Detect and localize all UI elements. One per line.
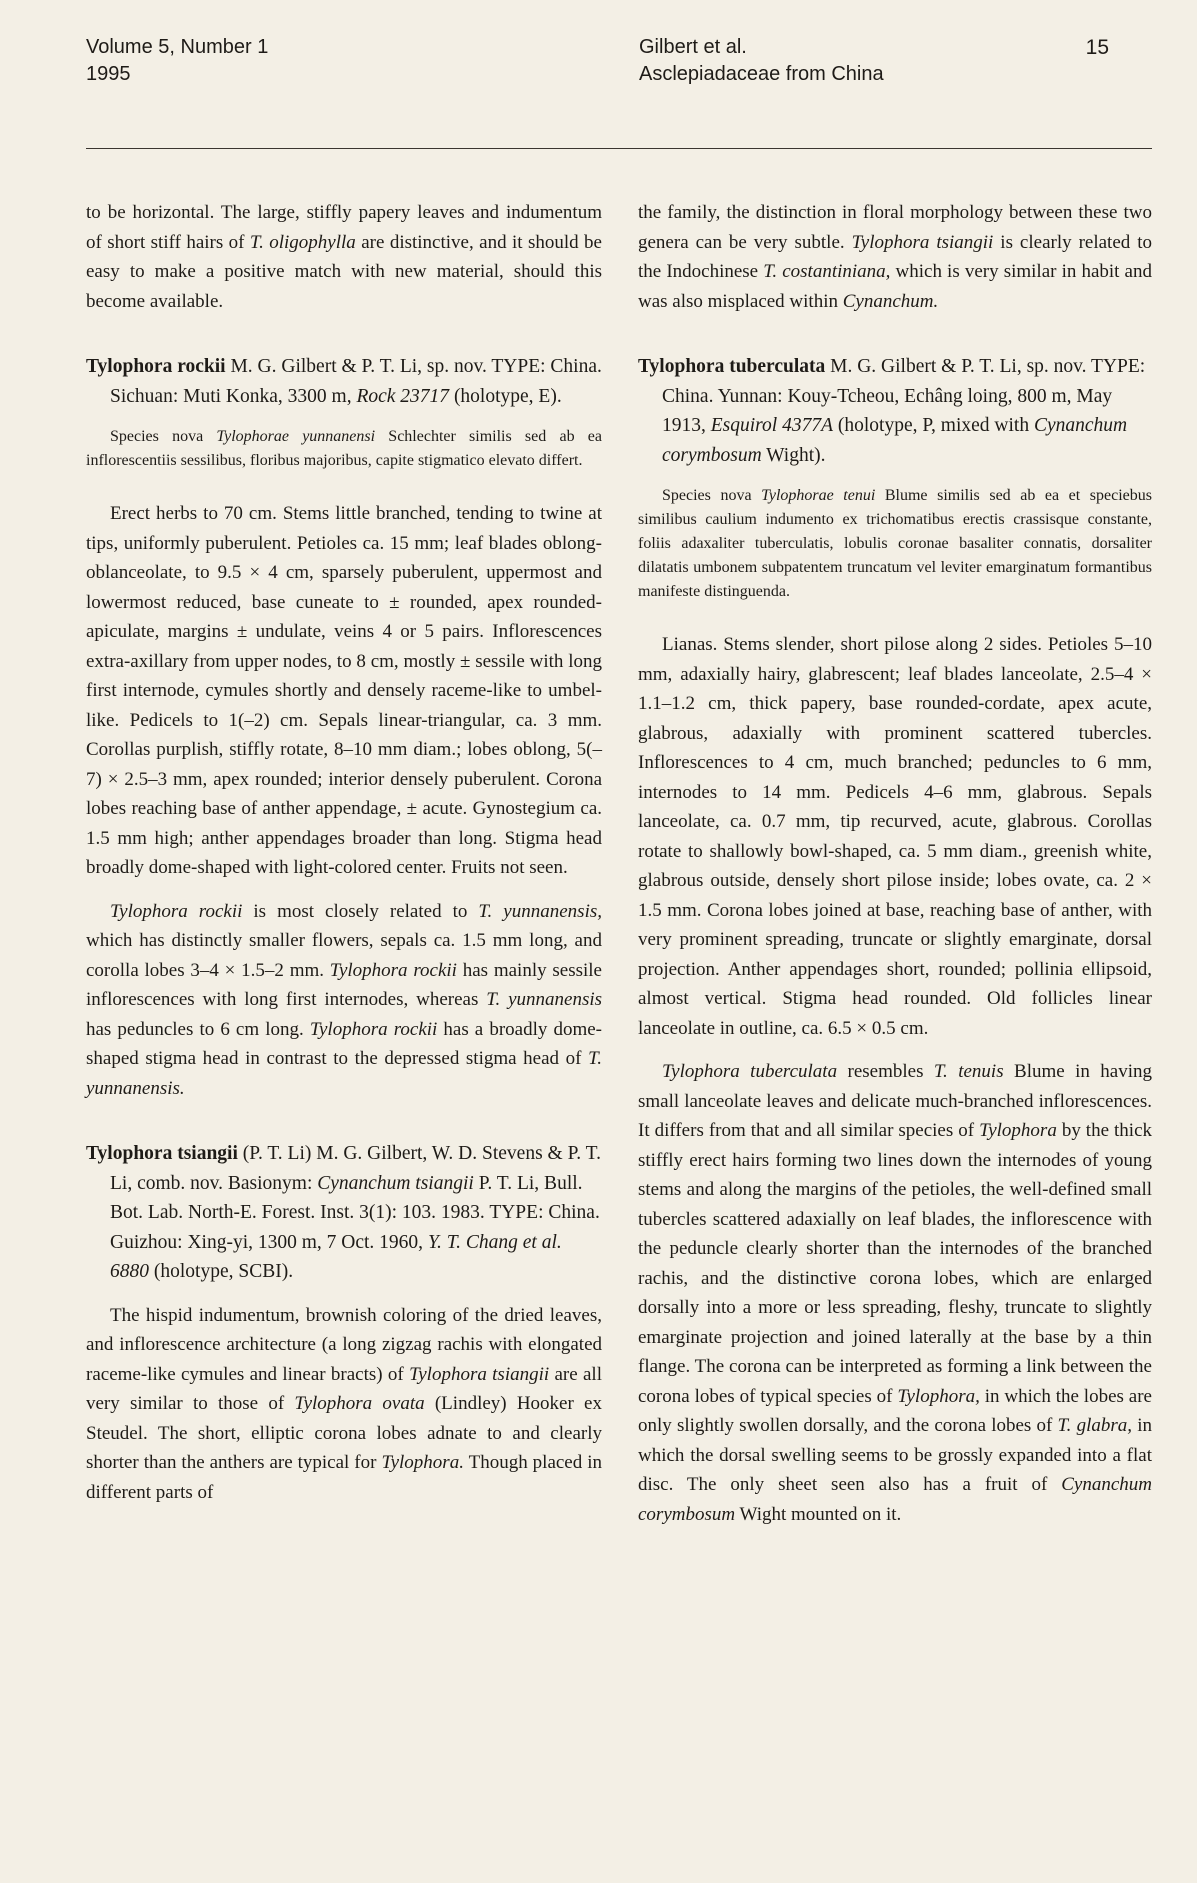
journal-year: 1995: [86, 63, 131, 85]
latin-diagnosis-tuberculata: Species nova Tylophorae tenui Blume similis sed ab ea et speciebus similibus caulium indumento ex trichomatibus erectis crassisque constante, foliis adaxaliter tuberculatis, lobulis coronae basaliter connatis, dorsaliter dilatatis umbonem subpatentem truncatum vel leviter emarginatum formantibus manifeste distinguenda.: [638, 487, 1152, 600]
discussion-tuberculata: Tylophora tuberculata resembles T. tenuis Blume in having small lanceolate leaves and delicate much-branched inflorescences. It differs from that and all similar species of Tylophora by the thick stiffly erect hairs forming two lines down the internodes of young stems and along the margins of the petioles, the well-defined small tubercles scattered adaxially on leaf blades, the inflorescence with the peduncle clearly shorter than the internodes of the branched rachis, and the distinctive corona lobes, which are enlarged dorsally into a more or less spreading, fleshy, truncate to slightly emarginate projection and joined laterally at the base by a thin flange. The corona can be interpreted as forming a link between the corona lobes of typical species of Tylophora, in which the lobes are only slightly swollen dorsally, and the corona lobes of T. glabra, in which the dorsal swelling seems to be grossly expanded into a flat disc. The only sheet seen also has a fruit of Cynanchum corymbosum Wight mounted on it.: [638, 1061, 1153, 1525]
continued-paragraph: the family, the distinction in floral morphology between these two genera can be very subtle. Tylophora tsiangii is clearly related to the Indochinese T. costantiniana, which is very similar in habit and was also misplaced within Cynanchum.: [638, 202, 1152, 312]
left-column: [86, 198, 602, 1507]
discussion-rockii: Tylophora rockii is most closely related to T. yunnanensis, which has distinctly smaller flowers, sepals ca. 1.5 mm long, and corolla lobes 3–4 × 1.5–2 mm. Tylophora rockii has mainly sessile inflorescences with long first internodes, whereas T. yunnanensis has peduncles to 6 cm long. Tylophora rockii has a broadly dome-shaped stigma head in contrast to the depressed stigma head of T. yunnanensis.: [86, 900, 603, 1099]
header-divider: [86, 148, 1152, 149]
description-tuberculata: Lianas. Stems slender, short pilose along 2 sides. Petioles 5–10 mm, adaxially hairy, glabrescent; leaf blades lanceolate, 2.5–4 × 1.1–1.2 cm, thick papery, base rounded-cordate, apex acute, glabrous, adaxially with prominent scattered tubercles. Inflorescences to 4 cm, much branched; peduncles to 6 mm, internodes to 14 mm. Pedicels 4–6 mm, glabrous. Sepals lanceolate, ca. 0.7 mm, tip recurved, acute, glabrous. Corollas rotate to shallowly bowl-shaped, ca. 5 mm diam., greenish white, glabrous outside, densely short pilose inside; lobes ovate, ca. 2 × 1.5 mm. Corona lobes joined at base, reaching base of anther, with very prominent spreading, truncate or slightly emarginate, dorsal projection. Anther appendages short, rounded; pollinia ellipsoid, almost vertical. Stigma head rounded. Old follicles linear lanceolate in outline, ca. 6.5 × 0.5 cm.: [638, 634, 1152, 1039]
species-heading-rockii: Tylophora rockii M. G. Gilbert & P. T. Li, sp. nov. TYPE: China. Sichuan: Muti Konka, 3300 m, Rock 23717 (holotype, E).: [86, 356, 602, 407]
discussion-tsiangii: The hispid indumentum, brownish coloring of the dried leaves, and inflorescence architecture (a long zigzag rachis with elongated raceme-like cymules and linear bracts) of Tylophora tsiangii are all very similar to those of Tylophora ovata (Lindley) Hooker ex Steudel. The short, elliptic corona lobes adnate to and clearly shorter than the anthers are typical for Tylophora. Though placed in different parts of: [86, 1304, 602, 1503]
article-title: Asclepiadaceae from China: [639, 63, 884, 85]
species-heading-tsiangii: Tylophora tsiangii (P. T. Li) M. G. Gilbert, W. D. Stevens & P. T. Li, comb. nov. Basionym: Cynanchum tsiangii P. T. Li, Bull. Bot. Lab. North-E. Forest. Inst. 3(1): 103. 1983. TYPE: China. Guizhou: Xing-yi, 1300 m, 7 Oct. 1960, Y. T. Chang et al. 6880 (holotype, SCBI).: [86, 1143, 602, 1282]
intro-paragraph: to be horizontal. The large, stiffly papery leaves and indumentum of short stiff hairs of T. oligophylla are distinctive, and it should be easy to make a positive match with new material, should this become available.: [86, 202, 602, 312]
page-number: 15: [1085, 36, 1109, 59]
description-rockii: Erect herbs to 70 cm. Stems little branched, tending to twine at tips, uniformly puberulent. Petioles ca. 15 mm; leaf blades oblong-oblanceolate, to 9.5 × 4 cm, sparsely puberulent, uppermost and lowermost reduced, base cuneate to ± rounded, apex rounded-apiculate, margins ± undulate, veins 4 or 5 pairs. Inflorescences extra-axillary from upper nodes, to 8 cm, mostly ± sessile with long first internode, cymules shortly and densely raceme-like to umbel-like. Pedicels to 1(–2) cm. Sepals linear-triangular, ca. 3 mm. Corollas purplish, stiffly rotate, 8–10 mm diam.; lobes oblong, 5(–7) × 2.5–3 mm, apex rounded; interior densely puberulent. Corona lobes reaching base of anther appendage, ± acute. Gynostegium ca. 1.5 mm high; anther appendages broader than long. Stigma head broadly dome-shaped with light-colored center. Fruits not seen.: [86, 503, 602, 878]
right-column: [638, 198, 1152, 1529]
running-header-right: [639, 34, 884, 88]
latin-diagnosis-rockii: Species nova Tylophorae yunnanensi Schlechter similis sed ab ea inflorescentiis sessilibus, floribus majoribus, capite stigmatico elevato differt.: [86, 428, 602, 469]
species-heading-tuberculata: Tylophora tuberculata M. G. Gilbert & P. T. Li, sp. nov. TYPE: China. Yunnan: Kouy-Tcheou, Echâng loing, 800 m, May 1913, Esquirol 4377A (holotype, P, mixed with Cynanchum corymbosum Wight).: [638, 356, 1146, 466]
journal-volume: Volume 5, Number 1: [86, 36, 269, 58]
article-authors: Gilbert et al.: [639, 36, 747, 58]
running-header-left: [86, 34, 268, 88]
